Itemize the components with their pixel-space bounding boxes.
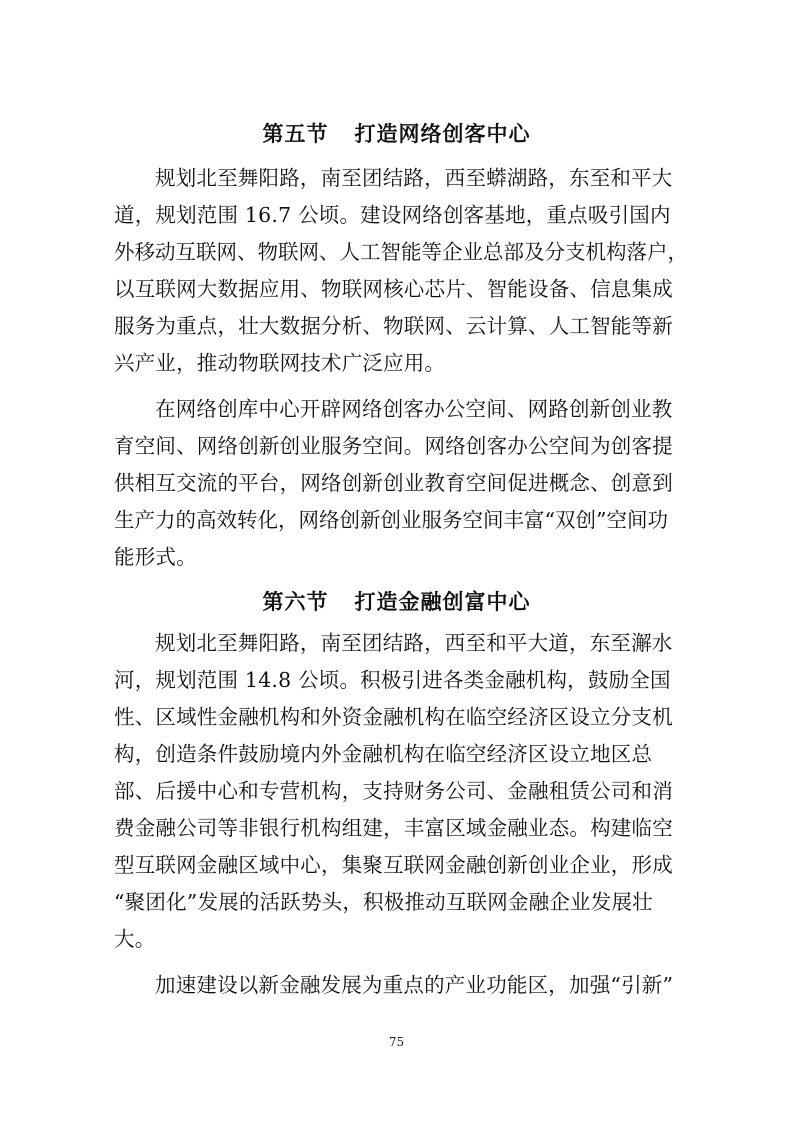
section-6-line: “聚团化”发展的活跃势头，积极推动互联网金融企业发展壮 bbox=[114, 890, 653, 914]
section-5-title: 打造网络创客中心 bbox=[354, 122, 531, 146]
section-6-title: 打造金融创富中心 bbox=[354, 590, 531, 614]
page-number: 75 bbox=[388, 1035, 405, 1049]
section-6-line: 部、后援中心和专营机构，支持财务公司、金融租赁公司和消 bbox=[114, 779, 673, 803]
section-6-line: 加速建设以新金融发展为重点的产业功能区，加强“引新” bbox=[155, 973, 674, 997]
section-5-line: 供相互交流的平台，网络创新创业教育空间促进概念、创意到 bbox=[114, 471, 673, 495]
section-5-line: 生产力的高效转化，网络创新创业服务空间丰富“双创”空间功 bbox=[114, 508, 668, 532]
section-6-line: 大。 bbox=[114, 927, 156, 951]
section-5-line: 以互联网大数据应用、物联网核心芯片、智能设备、信息集成 bbox=[114, 277, 673, 301]
section-5-line: 在网络创库中心开辟网络创客办公空间、网路创新创业教 bbox=[155, 397, 673, 421]
section-5-number: 第五节 bbox=[262, 122, 329, 146]
section-6-line: 规划北至舞阳路，南至团结路，西至和平大道，东至澥水 bbox=[155, 631, 673, 655]
section-6-line: 性、区域性金融机构和外资金融机构在临空经济区设立分支机 bbox=[114, 705, 673, 729]
section-5-line: 育空间、网络创新创业服务空间。网络创客办公空间为创客提 bbox=[114, 434, 673, 458]
section-5-line: 外移动互联网、物联网、人工智能等企业总部及分支机构落户， bbox=[114, 240, 688, 264]
section-6-number: 第六节 bbox=[262, 590, 329, 614]
section-6-line: 费金融公司等非银行机构组建，丰富区域金融业态。构建临空 bbox=[114, 816, 673, 840]
section-6-line: 构，创造条件鼓励境内外金融机构在临空经济区设立地区总 bbox=[114, 742, 653, 766]
section-5-line: 服务为重点，壮大数据分析、物联网、云计算、人工智能等新 bbox=[114, 314, 673, 338]
section-6-line: 河，规划范围 14.8 公顷。积极引进各类金融机构，鼓励全国 bbox=[114, 668, 671, 692]
section-5-line: 能形式。 bbox=[114, 545, 197, 569]
section-5-line: 规划北至舞阳路，南至团结路，西至蟒湖路，东至和平大 bbox=[155, 166, 673, 190]
heading-section-6 bbox=[0, 588, 793, 616]
section-6-line: 型互联网金融区域中心，集聚互联网金融创新创业企业，形成 bbox=[114, 853, 673, 877]
section-5-line: 兴产业，推动物联网技术广泛应用。 bbox=[114, 351, 446, 375]
heading-section-5 bbox=[0, 120, 793, 148]
section-5-line: 道，规划范围 16.7 公顷。建设网络创客基地，重点吸引国内 bbox=[114, 203, 671, 227]
